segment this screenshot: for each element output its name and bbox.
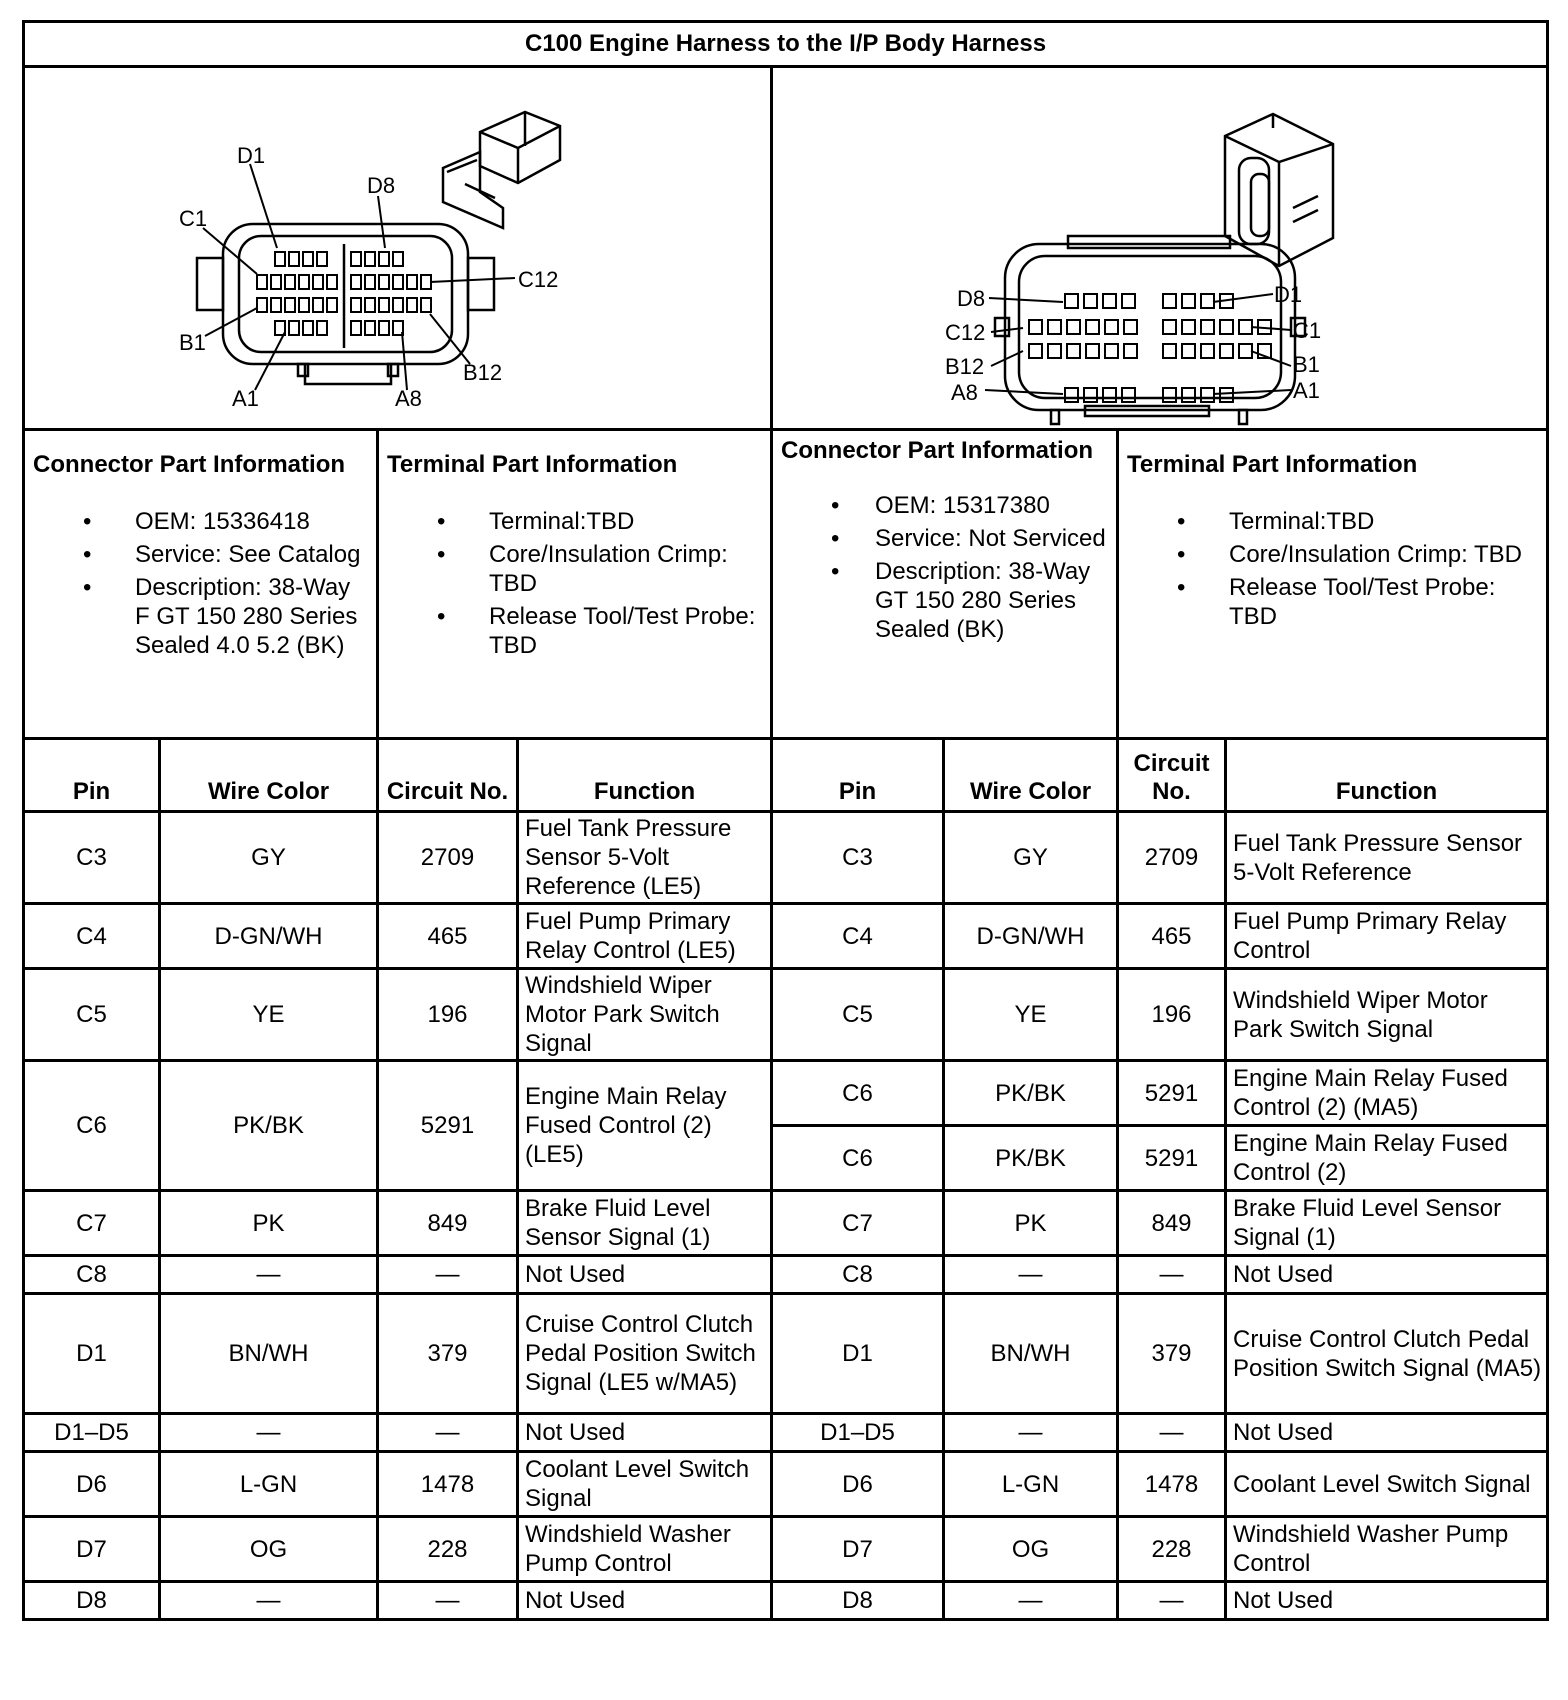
circuit-cell: 849 <box>378 1191 518 1256</box>
right-connector-figure <box>772 67 1548 430</box>
terminal-cavity <box>1048 344 1061 358</box>
terminal-cavity <box>1182 388 1195 402</box>
wire-color-cell: L-GN <box>160 1452 378 1517</box>
left-label-b12: B12 <box>463 360 503 385</box>
terminal-cavity <box>1163 344 1176 358</box>
left-connector-service: • Service: See Catalog <box>31 540 370 569</box>
right-connector-info <box>772 430 1118 739</box>
circuit-cell: 379 <box>1118 1294 1226 1414</box>
terminal-cavity <box>421 298 431 312</box>
header-pin: Pin <box>24 739 160 812</box>
terminal-cavity <box>1122 388 1135 402</box>
terminal-cavity <box>1201 294 1214 308</box>
terminal-cavity <box>393 275 403 289</box>
pin-cell: D6 <box>24 1452 160 1517</box>
right-connector-description: • Description: 38-Way GT 150 280 Series Sealed (BK) <box>779 557 1110 644</box>
left-connector-info <box>24 430 378 739</box>
terminal-cavity <box>313 298 323 312</box>
terminal-cavity <box>1124 320 1137 334</box>
pin-cell: D8 <box>772 1582 944 1620</box>
circuit-cell: — <box>1118 1582 1226 1620</box>
terminal-cavity <box>1086 344 1099 358</box>
function-cell: Windshield Washer Pump Control <box>1226 1517 1548 1582</box>
terminal-cavity <box>1201 388 1214 402</box>
terminal-cavity <box>1239 320 1252 334</box>
function-cell: Not Used <box>1226 1582 1548 1620</box>
wire-color-cell: D-GN/WH <box>944 904 1118 969</box>
left-terminal-list <box>385 507 764 660</box>
right-label-c12: C12 <box>945 320 986 345</box>
table-row <box>24 812 1548 904</box>
wire-color-cell: GY <box>944 812 1118 904</box>
terminal-cavity <box>1065 388 1078 402</box>
terminal-cavity <box>1065 294 1078 308</box>
circuit-cell: 5291 <box>1118 1061 1226 1126</box>
function-cell: Cruise Control Clutch Pedal Position Switch Signal (MA5) <box>1226 1294 1548 1414</box>
left-terminal-heading: Terminal Part Information <box>387 451 678 478</box>
left-label-a8: A8 <box>395 386 422 411</box>
function-cell: Fuel Tank Pressure Sensor 5-Volt Reference <box>1226 812 1548 904</box>
terminal-cavity <box>1105 344 1118 358</box>
function-cell: Coolant Level Switch Signal <box>518 1452 772 1517</box>
circuit-cell: 228 <box>378 1517 518 1582</box>
terminal-cavity <box>1067 344 1080 358</box>
left-connector-heading: Connector Part Information <box>33 451 346 478</box>
terminal-cavity <box>351 275 361 289</box>
terminal-cavity <box>1163 320 1176 334</box>
wire-color-cell: — <box>944 1414 1118 1452</box>
wire-color-cell: — <box>944 1256 1118 1294</box>
function-cell: Cruise Control Clutch Pedal Position Switch Signal (LE5 w/MA5) <box>518 1294 772 1414</box>
left-label-a1: A1 <box>232 386 259 411</box>
terminal-cavity <box>303 252 313 266</box>
terminal-cavity <box>317 321 327 335</box>
pin-cell: D1–D5 <box>24 1414 160 1452</box>
right-cavity-grid <box>1029 294 1271 402</box>
wire-color-cell: PK/BK <box>944 1061 1118 1126</box>
header-wire-color: Wire Color <box>160 739 378 812</box>
right-terminal-item: • Terminal:TBD <box>1125 507 1540 536</box>
wire-color-cell: OG <box>160 1517 378 1582</box>
pin-cell: C8 <box>24 1256 160 1294</box>
circuit-cell: 2709 <box>378 812 518 904</box>
terminal-cavity <box>1182 320 1195 334</box>
wire-color-cell: L-GN <box>944 1452 1118 1517</box>
terminal-cavity <box>1029 320 1042 334</box>
function-cell: Not Used <box>1226 1256 1548 1294</box>
right-connector-list <box>779 491 1110 644</box>
function-cell: Windshield Wiper Motor Park Switch Signal <box>1226 969 1548 1061</box>
left-label-c1: C1 <box>179 206 208 231</box>
left-terminal-item: • Terminal:TBD <box>385 507 764 536</box>
terminal-cavity <box>1163 294 1176 308</box>
header-circuit-no: Circuit No. <box>378 739 518 812</box>
wire-color-cell: PK <box>944 1191 1118 1256</box>
terminal-cavity <box>1084 388 1097 402</box>
wire-color-cell: BN/WH <box>944 1294 1118 1414</box>
function-cell: Windshield Wiper Motor Park Switch Signal <box>518 969 772 1061</box>
pinout-table <box>22 20 1549 1621</box>
terminal-cavity <box>1086 320 1099 334</box>
function-cell: Fuel Pump Primary Relay Control (LE5) <box>518 904 772 969</box>
function-cell: Not Used <box>518 1256 772 1294</box>
wire-color-cell: — <box>160 1256 378 1294</box>
pin-cell: C4 <box>24 904 160 969</box>
function-cell: Coolant Level Switch Signal <box>1226 1452 1548 1517</box>
pin-cell: D8 <box>24 1582 160 1620</box>
function-cell: Fuel Tank Pressure Sensor 5-Volt Reference (LE5) <box>518 812 772 904</box>
terminal-cavity <box>317 252 327 266</box>
terminal-cavity <box>351 298 361 312</box>
terminal-cavity <box>1105 320 1118 334</box>
table-row <box>24 904 1548 969</box>
function-cell: Windshield Washer Pump Control <box>518 1517 772 1582</box>
terminal-cavity <box>365 252 375 266</box>
terminal-cavity <box>365 321 375 335</box>
function-cell: Engine Main Relay Fused Control (2) <box>1226 1126 1548 1191</box>
right-label-b12: B12 <box>945 354 985 379</box>
sheet-title: C100 Engine Harness to the I/P Body Harness <box>24 22 1548 67</box>
right-connector-diagram <box>773 68 1543 428</box>
terminal-cavity <box>379 321 389 335</box>
right-connector-heading: Connector Part Information <box>781 437 1094 464</box>
pin-cell: C6 <box>772 1126 944 1191</box>
terminal-cavity <box>1201 320 1214 334</box>
wire-color-cell: — <box>160 1414 378 1452</box>
left-crimp-item: • Core/Insulation Crimp: TBD <box>385 540 764 598</box>
table-row <box>24 969 1548 1061</box>
left-label-b1: B1 <box>179 330 206 355</box>
circuit-cell: 465 <box>378 904 518 969</box>
left-connector-description: • Description: 38-Way F GT 150 280 Series Sealed 4.0 5.2 (BK) <box>31 573 370 660</box>
terminal-cavity <box>327 298 337 312</box>
table-row <box>24 1414 1548 1452</box>
terminal-cavity <box>1182 294 1195 308</box>
terminal-cavity <box>327 275 337 289</box>
terminal-cavity <box>1163 388 1176 402</box>
circuit-cell: 379 <box>378 1294 518 1414</box>
circuit-cell: 228 <box>1118 1517 1226 1582</box>
right-label-d1: D1 <box>1274 282 1303 307</box>
circuit-cell: 1478 <box>378 1452 518 1517</box>
right-label-b1: B1 <box>1293 352 1320 377</box>
terminal-cavity <box>379 298 389 312</box>
table-row <box>24 1061 1548 1126</box>
function-cell: Brake Fluid Level Sensor Signal (1) <box>1226 1191 1548 1256</box>
terminal-cavity <box>299 275 309 289</box>
left-connector-list <box>31 507 370 660</box>
header-wire-color: Wire Color <box>944 739 1118 812</box>
terminal-cavity <box>407 275 417 289</box>
circuit-cell: 5291 <box>378 1061 518 1191</box>
right-crimp-item: • Core/Insulation Crimp: TBD <box>1125 540 1540 569</box>
pin-cell: C8 <box>772 1256 944 1294</box>
header-circuit-no: Circuit No. <box>1118 739 1226 812</box>
terminal-cavity <box>1048 320 1061 334</box>
table-row <box>24 1256 1548 1294</box>
function-cell: Engine Main Relay Fused Control (2) (LE5) <box>518 1061 772 1191</box>
terminal-cavity <box>275 252 285 266</box>
terminal-cavity <box>351 321 361 335</box>
pinout-sheet <box>22 20 1546 1680</box>
terminal-cavity <box>1239 344 1252 358</box>
wire-color-cell: GY <box>160 812 378 904</box>
circuit-cell: — <box>378 1414 518 1452</box>
wire-color-cell: YE <box>944 969 1118 1061</box>
header-pin: Pin <box>772 739 944 812</box>
circuit-cell: 196 <box>1118 969 1226 1061</box>
pin-cell: D6 <box>772 1452 944 1517</box>
terminal-cavity <box>271 298 281 312</box>
pin-cell: C4 <box>772 904 944 969</box>
terminal-cavity <box>285 298 295 312</box>
terminal-cavity <box>257 298 267 312</box>
terminal-cavity <box>1201 344 1214 358</box>
circuit-cell: — <box>378 1582 518 1620</box>
pin-cell: C3 <box>24 812 160 904</box>
terminal-cavity <box>289 321 299 335</box>
pin-cell: D1–D5 <box>772 1414 944 1452</box>
circuit-cell: — <box>378 1256 518 1294</box>
table-header-row <box>24 739 1548 812</box>
right-terminal-info <box>1118 430 1548 739</box>
circuit-cell: 196 <box>378 969 518 1061</box>
terminal-cavity <box>1122 294 1135 308</box>
header-function: Function <box>1226 739 1548 812</box>
terminal-cavity <box>1220 320 1233 334</box>
terminal-cavity <box>303 321 313 335</box>
wire-color-cell: YE <box>160 969 378 1061</box>
terminal-cavity <box>271 275 281 289</box>
wire-color-cell: OG <box>944 1517 1118 1582</box>
wire-color-cell: D-GN/WH <box>160 904 378 969</box>
terminal-cavity <box>1124 344 1137 358</box>
circuit-cell: 1478 <box>1118 1452 1226 1517</box>
pin-cell: D7 <box>772 1517 944 1582</box>
table-row <box>24 1582 1548 1620</box>
pin-cell: C5 <box>772 969 944 1061</box>
left-release-tool-item: • Release Tool/Test Probe: TBD <box>385 602 764 660</box>
pin-cell: C7 <box>24 1191 160 1256</box>
terminal-cavity <box>289 252 299 266</box>
right-connector-oem: • OEM: 15317380 <box>779 491 1110 520</box>
left-label-d1: D1 <box>237 143 266 168</box>
left-connector-diagram <box>25 68 773 428</box>
function-cell: Not Used <box>518 1414 772 1452</box>
wire-color-cell: BN/WH <box>160 1294 378 1414</box>
terminal-cavity <box>379 252 389 266</box>
left-label-d8: D8 <box>367 173 396 198</box>
terminal-cavity <box>313 275 323 289</box>
circuit-cell: 849 <box>1118 1191 1226 1256</box>
right-release-tool-item: • Release Tool/Test Probe: TBD <box>1125 573 1540 631</box>
right-label-c1: C1 <box>1293 318 1322 343</box>
circuit-cell: — <box>1118 1414 1226 1452</box>
terminal-cavity <box>365 275 375 289</box>
wire-color-cell: PK <box>160 1191 378 1256</box>
terminal-cavity <box>393 298 403 312</box>
function-cell: Engine Main Relay Fused Control (2) (MA5) <box>1226 1061 1548 1126</box>
terminal-cavity <box>1220 344 1233 358</box>
terminal-cavity <box>1067 320 1080 334</box>
pin-cell: C6 <box>24 1061 160 1191</box>
pin-cell: C6 <box>772 1061 944 1126</box>
terminal-cavity <box>1103 388 1116 402</box>
wire-color-cell: — <box>160 1582 378 1620</box>
circuit-cell: 2709 <box>1118 812 1226 904</box>
terminal-cavity <box>299 298 309 312</box>
function-cell: Fuel Pump Primary Relay Control <box>1226 904 1548 969</box>
table-row <box>24 1517 1548 1582</box>
left-terminal-info <box>378 430 772 739</box>
function-cell: Brake Fluid Level Sensor Signal (1) <box>518 1191 772 1256</box>
circuit-cell: 5291 <box>1118 1126 1226 1191</box>
circuit-cell: 465 <box>1118 904 1226 969</box>
terminal-cavity <box>1029 344 1042 358</box>
terminal-cavity <box>351 252 361 266</box>
terminal-cavity <box>1103 294 1116 308</box>
right-label-a1: A1 <box>1293 378 1320 403</box>
table-row <box>24 1191 1548 1256</box>
circuit-cell: — <box>1118 1256 1226 1294</box>
pin-cell: C7 <box>772 1191 944 1256</box>
pin-cell: D1 <box>24 1294 160 1414</box>
terminal-cavity <box>407 298 417 312</box>
terminal-cavity <box>1084 294 1097 308</box>
table-row <box>24 1294 1548 1414</box>
wire-color-cell: — <box>944 1582 1118 1620</box>
terminal-cavity <box>393 252 403 266</box>
terminal-cavity <box>379 275 389 289</box>
pin-cell: C3 <box>772 812 944 904</box>
terminal-cavity <box>1182 344 1195 358</box>
terminal-cavity <box>257 275 267 289</box>
wire-color-cell: PK/BK <box>160 1061 378 1191</box>
pin-cell: D1 <box>772 1294 944 1414</box>
function-cell: Not Used <box>1226 1414 1548 1452</box>
function-cell: Not Used <box>518 1582 772 1620</box>
right-terminal-list <box>1125 507 1540 631</box>
header-function: Function <box>518 739 772 812</box>
terminal-cavity <box>285 275 295 289</box>
left-connector-figure <box>24 67 772 430</box>
terminal-cavity <box>365 298 375 312</box>
wire-color-cell: PK/BK <box>944 1126 1118 1191</box>
right-label-d8: D8 <box>957 286 986 311</box>
terminal-cavity <box>421 275 431 289</box>
pin-cell: D7 <box>24 1517 160 1582</box>
table-row <box>24 1452 1548 1517</box>
right-label-a8: A8 <box>951 380 978 405</box>
terminal-cavity <box>1220 388 1233 402</box>
pin-cell: C5 <box>24 969 160 1061</box>
right-connector-service: • Service: Not Serviced <box>779 524 1110 553</box>
right-terminal-heading: Terminal Part Information <box>1127 451 1418 478</box>
left-label-c12: C12 <box>518 267 559 292</box>
left-connector-oem: • OEM: 15336418 <box>31 507 370 536</box>
